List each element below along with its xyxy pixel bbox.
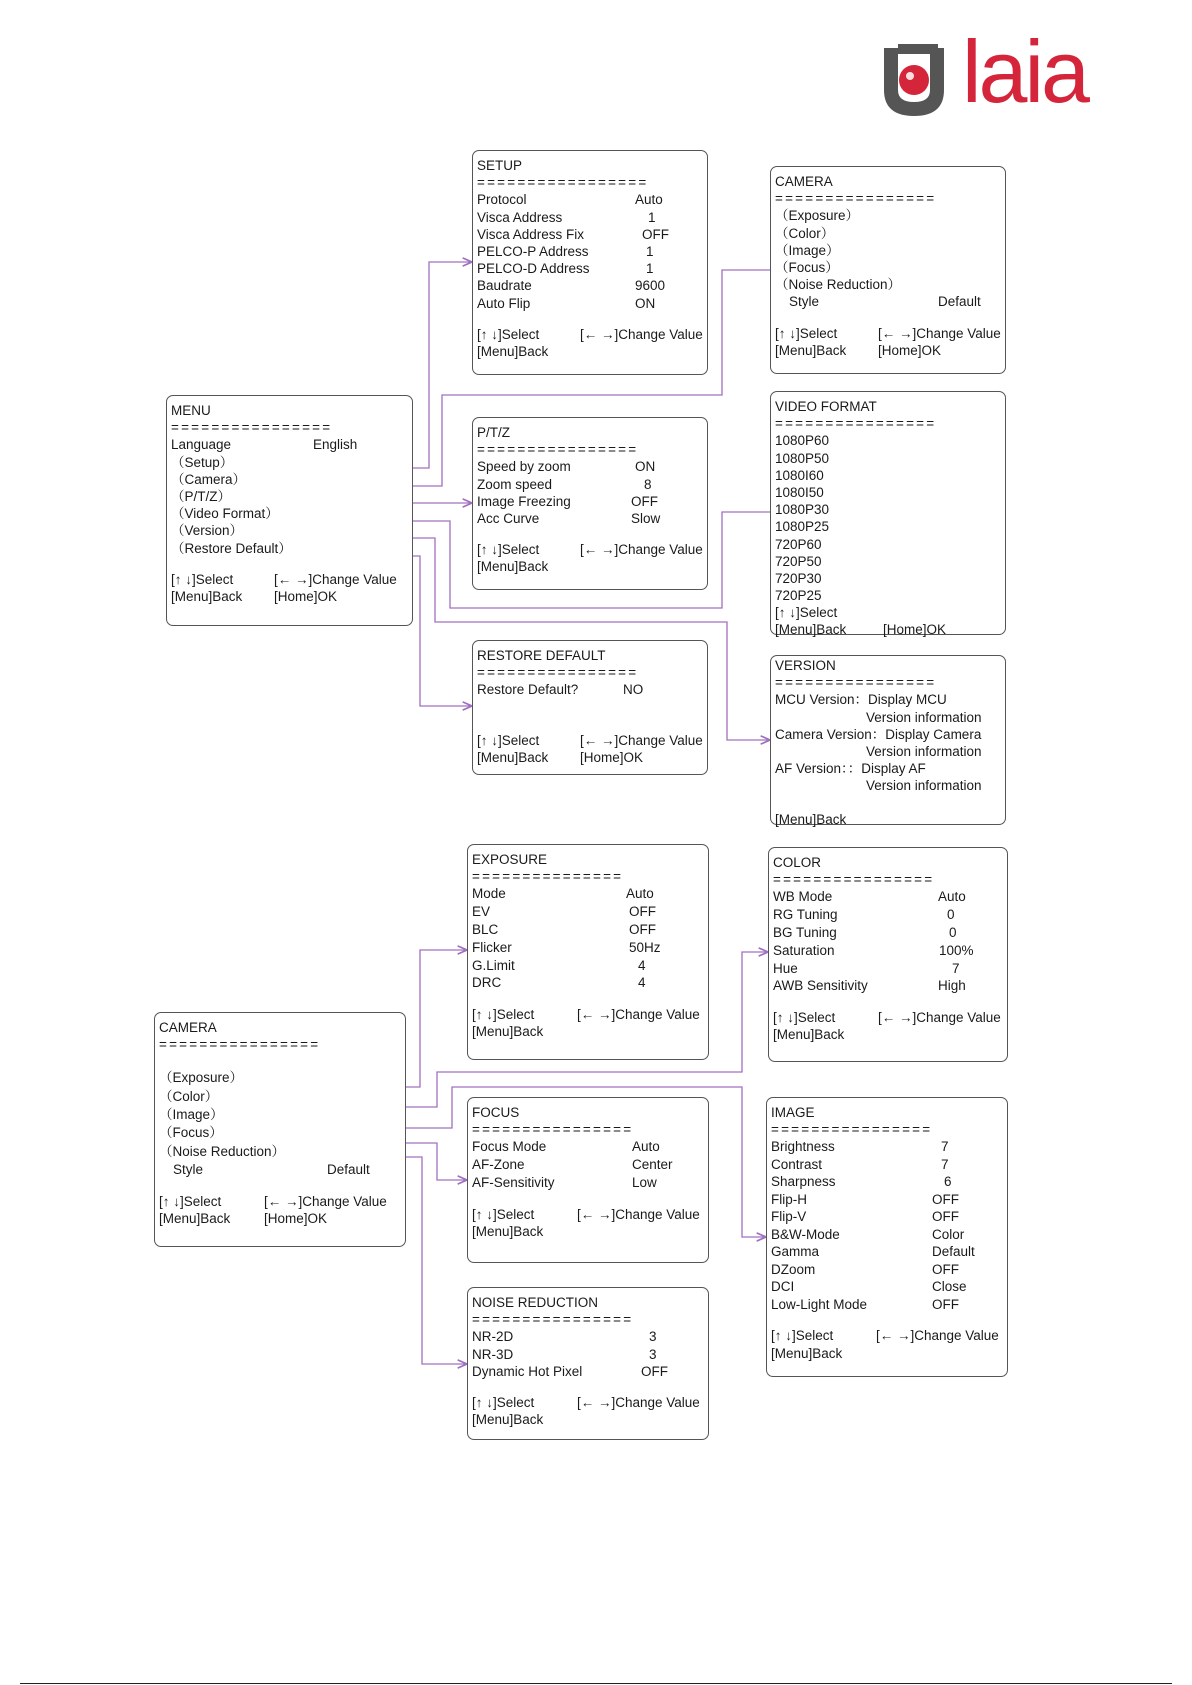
key-hint: [Menu]Back [Home]OK: [477, 749, 644, 765]
setting-row[interactable]: DZoom OFF: [771, 1261, 959, 1277]
key-hint: [Menu]Back: [472, 1024, 544, 1040]
menu-item-restore-default[interactable]: （Restore Default）: [171, 540, 292, 556]
setting-row[interactable]: Image Freezing OFF: [477, 493, 658, 509]
format-option[interactable]: 1080P60: [775, 433, 830, 449]
key-hint: [↑ ↓]Select [← →]Change Value: [477, 542, 703, 558]
panel-title: CAMERA: [775, 174, 833, 189]
key-hint: [Menu]Back [Home]OK: [775, 342, 942, 358]
menu-item-camera[interactable]: （Camera）: [171, 471, 247, 487]
menu-item-language[interactable]: Language English: [171, 437, 358, 453]
setting-row[interactable]: RG Tuning 0: [773, 907, 955, 923]
separator: ================: [171, 420, 333, 436]
setting-row[interactable]: Sharpness 6: [771, 1174, 952, 1190]
panel-title: CAMERA: [159, 1020, 217, 1035]
setting-row[interactable]: Gamma Default: [771, 1244, 975, 1260]
separator: ================: [477, 665, 639, 681]
menu-item-setup[interactable]: （Setup）: [171, 454, 234, 470]
camera-panel-top: [770, 166, 1006, 374]
setting-row[interactable]: Contrast 7: [771, 1156, 949, 1172]
key-hint: [Menu]Back [Home]OK: [159, 1211, 328, 1227]
setting-row[interactable]: Visca Address 1: [477, 209, 656, 225]
version-line: Version information: [821, 778, 982, 794]
setting-row[interactable]: BG Tuning 0: [773, 925, 957, 940]
setting-row[interactable]: PELCO-P Address 1: [477, 243, 654, 259]
ptz-panel: [472, 417, 708, 590]
noise-reduction-panel: [467, 1287, 709, 1440]
separator: ================: [773, 872, 935, 888]
version-line: AF Version：：Display AF: [775, 761, 926, 777]
setting-row[interactable]: Dynamic Hot Pixel OFF: [472, 1363, 668, 1379]
submenu-focus[interactable]: （Focus）: [159, 1125, 223, 1141]
version-line: Camera Version：Display Camera: [775, 726, 982, 742]
panel-title: FOCUS: [472, 1105, 520, 1120]
setting-row[interactable]: AWB Sensitivity High: [773, 978, 966, 994]
panel-title: RESTORE DEFAULT: [477, 648, 606, 663]
key-hint: [Menu]Back [Home]OK: [775, 622, 947, 638]
setting-row[interactable]: G.Limit 4: [472, 957, 646, 973]
separator: =================: [477, 175, 649, 191]
format-option[interactable]: 1080I50: [775, 484, 824, 500]
panel-title: COLOR: [773, 855, 822, 870]
setting-row[interactable]: NR-2D 3: [472, 1329, 657, 1345]
format-option[interactable]: 720P50: [775, 553, 822, 569]
panel-title: VIDEO FORMAT: [775, 399, 877, 414]
submenu-image[interactable]: （Image）: [159, 1107, 224, 1122]
key-hint: [↑ ↓]Select [← →]Change Value: [472, 1206, 700, 1222]
exposure-panel: [467, 844, 709, 1060]
separator: ================: [477, 442, 639, 458]
setting-row[interactable]: Flicker 50Hz: [472, 939, 661, 955]
key-hint: [↑ ↓]Select [← →]Change Value: [477, 732, 703, 748]
setting-row[interactable]: AF-Sensitivity Low: [472, 1175, 657, 1190]
key-hint: [Menu]Back: [775, 811, 847, 827]
separator: ================: [159, 1037, 321, 1053]
key-hint: [Menu]Back [Home]OK: [171, 588, 338, 604]
key-hint: [↑ ↓]Select [← →]Change Value: [775, 325, 1001, 341]
setting-row[interactable]: Focus Mode Auto: [472, 1139, 660, 1155]
version-line: MCU Version：Display MCU: [775, 692, 947, 708]
setting-row[interactable]: Brightness 7: [771, 1139, 949, 1155]
menu-item-ptz[interactable]: （P/T/Z）: [171, 488, 231, 504]
restore-default-row[interactable]: Restore Default? NO: [477, 682, 644, 698]
key-hint: [↑ ↓]Select: [775, 605, 838, 621]
setting-row[interactable]: DRC 4: [472, 975, 646, 991]
key-hint: [Menu]Back: [477, 559, 549, 575]
setting-row[interactable]: Flip-V OFF: [771, 1209, 959, 1225]
focus-panel: [467, 1097, 709, 1263]
setting-row[interactable]: NR-3D 3: [472, 1346, 657, 1362]
version-line: Version information: [821, 709, 982, 725]
setting-row[interactable]: BLC OFF: [472, 922, 656, 937]
submenu-color[interactable]: （Color）: [159, 1088, 219, 1104]
setting-row[interactable]: Protocol Auto: [477, 192, 663, 208]
separator: ================: [775, 675, 937, 691]
format-option[interactable]: 1080P25: [775, 519, 830, 535]
menu-panel: [166, 395, 413, 626]
separator: ================: [472, 1122, 634, 1138]
format-option[interactable]: 720P25: [775, 588, 822, 604]
submenu-focus[interactable]: （Focus）: [775, 259, 839, 275]
page-footer-rule: [20, 1683, 1172, 1684]
panel-title: IMAGE: [771, 1105, 815, 1120]
setting-row[interactable]: Visca Address Fix OFF: [477, 226, 669, 242]
key-hint: [↑ ↓]Select [← →]Change Value: [477, 326, 703, 342]
version-panel: [770, 655, 1006, 825]
setting-row[interactable]: Baudrate 9600: [477, 278, 666, 294]
format-option[interactable]: 1080P50: [775, 450, 830, 466]
submenu-noise-reduction[interactable]: （Noise Reduction）: [159, 1143, 286, 1159]
menu-item-video-format[interactable]: （Video Format）: [171, 506, 279, 522]
setup-panel: [472, 150, 708, 375]
setting-row[interactable]: Flip-H OFF: [771, 1191, 959, 1207]
format-option[interactable]: 720P30: [775, 570, 822, 586]
submenu-image[interactable]: （Image）: [775, 242, 840, 258]
setting-row[interactable]: Mode Auto: [472, 886, 654, 902]
separator: ================: [472, 1312, 634, 1328]
setting-row[interactable]: AF-Zone Center: [472, 1157, 673, 1173]
panel-title: VERSION: [775, 658, 836, 673]
setting-row[interactable]: Auto Flip ON: [477, 295, 656, 311]
brand-logo: [878, 22, 1087, 128]
setting-row[interactable]: DCI Close: [771, 1279, 967, 1295]
format-option[interactable]: 1080I60: [775, 467, 824, 483]
submenu-noise-reduction[interactable]: （Noise Reduction）: [775, 277, 902, 293]
submenu-color[interactable]: （Color）: [775, 225, 835, 241]
menu-item-version[interactable]: （Version）: [171, 523, 244, 539]
key-hint: [↑ ↓]Select [← →]Change Value: [159, 1194, 387, 1210]
setting-row[interactable]: PELCO-D Address 1: [477, 261, 654, 277]
video-format-panel: [770, 391, 1006, 638]
separator: ================: [775, 416, 937, 432]
panel-title: EXPOSURE: [472, 852, 548, 867]
key-hint: [Menu]Back: [771, 1345, 843, 1361]
submenu-exposure[interactable]: （Exposure）: [775, 208, 860, 224]
setting-row[interactable]: Saturation 100%: [773, 942, 974, 958]
panel-title: NOISE REDUCTION: [472, 1295, 599, 1310]
setting-row[interactable]: Hue 7: [773, 960, 960, 976]
separator: ===============: [472, 869, 624, 885]
key-hint: [↑ ↓]Select [← →]Change Value: [171, 571, 397, 587]
key-hint: [Menu]Back: [477, 343, 549, 359]
key-hint: [Menu]Back: [472, 1412, 544, 1428]
setting-style[interactable]: Style Default: [173, 1161, 370, 1177]
setting-row[interactable]: B&W-Mode Color: [771, 1226, 965, 1242]
format-option[interactable]: 720P60: [775, 536, 822, 552]
key-hint: [Menu]Back: [472, 1223, 544, 1239]
version-line: Version information: [821, 743, 982, 759]
key-hint: [↑ ↓]Select [← →]Change Value: [773, 1010, 1001, 1026]
setting-row[interactable]: Acc Curve Slow: [477, 510, 661, 526]
key-hint: [↑ ↓]Select [← →]Change Value: [472, 1394, 700, 1410]
image-panel: [766, 1097, 1008, 1377]
key-hint: [↑ ↓]Select [← →]Change Value: [771, 1328, 999, 1344]
color-panel: [768, 847, 1008, 1062]
setting-row[interactable]: WB Mode Auto: [773, 889, 966, 905]
setting-row[interactable]: EV OFF: [472, 904, 656, 920]
setting-row[interactable]: Low-Light Mode OFF: [771, 1296, 959, 1312]
separator: ================: [775, 191, 937, 207]
logo-wordmark: laia: [962, 22, 1087, 121]
panel-title: P/T/Z: [477, 425, 510, 440]
key-hint: [Menu]Back: [773, 1027, 845, 1043]
panel-title: SETUP: [477, 158, 523, 173]
logo-mark-icon: [878, 42, 956, 122]
setting-row[interactable]: Zoom speed 8: [477, 476, 652, 492]
restore-default-panel: [472, 640, 708, 775]
submenu-exposure[interactable]: （Exposure）: [159, 1070, 244, 1086]
key-hint: [↑ ↓]Select [← →]Change Value: [472, 1007, 700, 1023]
panel-title: MENU: [171, 403, 211, 418]
separator: ================: [771, 1122, 933, 1138]
setting-style[interactable]: Style Default: [789, 294, 981, 310]
camera-panel-bottom: [154, 1012, 406, 1247]
setting-row[interactable]: Speed by zoom ON: [477, 459, 656, 475]
format-option[interactable]: 1080P30: [775, 502, 830, 518]
